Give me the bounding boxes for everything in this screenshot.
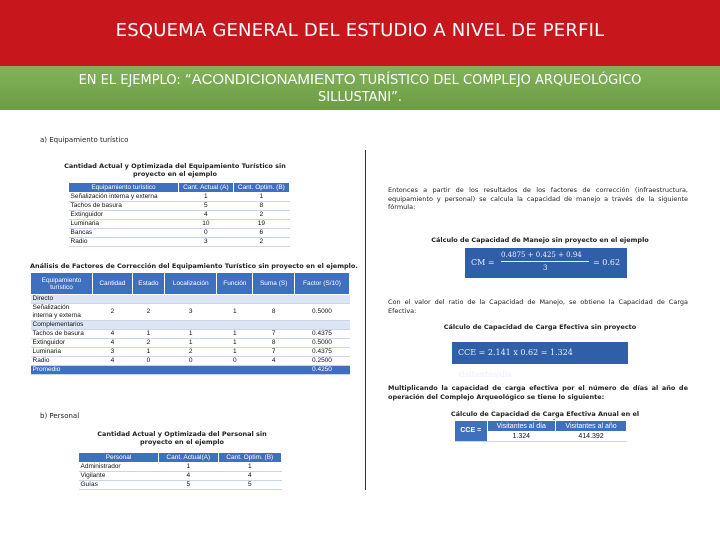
table-cell: 0.5000 <box>294 339 349 348</box>
table-row <box>69 229 290 238</box>
column-header: Suma (S) <box>253 273 295 295</box>
formula-result: = 0.62 <box>593 258 621 267</box>
footer-value: 0.4250 <box>294 366 349 375</box>
annual-capacity-table <box>455 420 627 442</box>
formula2-caption: Cálculo de Capacidad de Carga Efectiva sin proyecto <box>443 323 637 331</box>
table-cell: 3 <box>179 238 234 247</box>
paragraph-2: Con el valor del ratio de la Capacidad de Manejo, se obtiene la Capacidad de Carga Efectiva: <box>388 298 688 315</box>
subtitle-emphasis: ACONDICIONAMIENTO <box>191 71 356 88</box>
table-footer-row <box>31 366 350 375</box>
table-cell: 2 <box>233 211 289 220</box>
formula-denominator: 3 <box>543 264 548 272</box>
personnel-table <box>78 452 282 490</box>
column-header: Personal <box>79 453 159 463</box>
subtitle-bar <box>0 66 720 110</box>
table-row <box>31 304 350 321</box>
table-cell: 2 <box>93 304 133 321</box>
table-header-row <box>79 453 282 463</box>
effective-capacity-formula-box: CCE = 2.141 x 0.62 = 1.324 visitantes/día <box>452 342 628 364</box>
table-cell: 0 <box>165 357 217 366</box>
table-cell: 4 <box>93 339 133 348</box>
table-header-row <box>69 183 290 193</box>
table-cell: 2 <box>132 339 164 348</box>
column-header: Localización <box>165 273 217 295</box>
cce-label: CCE = <box>455 421 487 442</box>
formula-numerator: 0.4875 + 0.425 + 0.94 <box>501 251 582 259</box>
table2-caption: Análisis de Factores de Corrección del Equipamiento Turístico sin proyecto en el ejemplo. <box>30 262 358 270</box>
formula-lhs: CM = <box>471 258 495 267</box>
column-header: Equipamiento turístico <box>69 183 179 193</box>
table-row <box>69 193 290 202</box>
table-row <box>79 481 282 490</box>
table-cell: 4 <box>253 357 295 366</box>
table-row <box>69 202 290 211</box>
cce-table-caption: Cálculo de Capacidad de Carga Efectiva Anual en el <box>450 410 640 418</box>
visitors-per-year: 414.392 <box>556 432 627 442</box>
column-header: Equipamiento turístico <box>31 273 93 295</box>
table-header-row <box>31 273 350 295</box>
table-cell: 1 <box>217 339 253 348</box>
table-cell: 4 <box>93 357 133 366</box>
table-cell: 8 <box>253 304 295 321</box>
table-cell: 5 <box>179 202 234 211</box>
subtitle-pre: EN EL EJEMPLO: “ <box>78 73 192 88</box>
section-a-heading: a) Equipamiento turístico <box>40 136 129 144</box>
table-row <box>69 238 290 247</box>
table-cell: Señalización interna y externa <box>31 304 93 321</box>
table-cell: Radio <box>69 238 179 247</box>
table-cell: Administrador <box>79 463 159 472</box>
table-cell: 0.4375 <box>294 330 349 339</box>
column-header: Cant. Optim. (B) <box>218 453 282 463</box>
table-cell: 8 <box>233 202 289 211</box>
capacity-formula-box <box>465 248 627 278</box>
table-cell: 5 <box>218 481 282 490</box>
table-row <box>79 463 282 472</box>
table-cell: 0.5000 <box>294 304 349 321</box>
table-cell: Extinguidor <box>31 339 93 348</box>
table-cell: Tachos de basura <box>69 202 179 211</box>
table-row <box>31 357 350 366</box>
paragraph-3: Multiplicando la capacidad de carga efectiva por el número de días al año de operación del Complejo Arqueológico se tiene lo siguiente: <box>388 384 688 401</box>
table-cell: 1 <box>218 463 282 472</box>
table-cell: Vigilante <box>79 472 159 481</box>
table-cell: Luminaria <box>31 348 93 357</box>
equipment-table <box>68 182 290 247</box>
table-cell: Guías <box>79 481 159 490</box>
table-cell: Luminaria <box>69 220 179 229</box>
subtitle-line-2: SILLUSTANI”. <box>318 90 402 105</box>
table-cell: 6 <box>233 229 289 238</box>
table-row <box>31 339 350 348</box>
page-title: ESQUEMA GENERAL DEL ESTUDIO A NIVEL DE PERFIL <box>115 20 605 41</box>
table-cell: 3 <box>93 348 133 357</box>
subtitle-post: TURÍSTICO DEL COMPLEJO ARQUEOLÓGICO <box>355 73 642 88</box>
fraction-bar <box>501 261 589 262</box>
table1-caption: Cantidad Actual y Optimizada del Equipamiento Turístico sin proyecto en el ejemplo <box>64 162 286 178</box>
group-label: Complementarios <box>31 321 350 330</box>
table-cell: 10 <box>179 220 234 229</box>
table-cell: 2 <box>233 238 289 247</box>
column-header: Factor (S/10) <box>294 273 349 295</box>
footer-label: Promedio <box>31 366 295 375</box>
column-header: Cant. Optim. (B) <box>233 183 289 193</box>
table-row <box>69 220 290 229</box>
table-row <box>31 295 350 304</box>
column-divider <box>365 150 366 490</box>
table-cell: 1 <box>217 304 253 321</box>
table-cell: 0.4375 <box>294 348 349 357</box>
table-row <box>69 211 290 220</box>
table-cell: 4 <box>93 330 133 339</box>
table-cell: Extinguidor <box>69 211 179 220</box>
table-cell: 1 <box>165 339 217 348</box>
visitors-per-day: 1.324 <box>487 432 556 442</box>
column-header: Cant. Actual (A) <box>179 183 234 193</box>
table3-caption: Cantidad Actual y Optimizada del Personal sin proyecto en el ejemplo <box>97 430 267 446</box>
column-header: Visitantes al día <box>487 421 556 432</box>
table-cell: 0 <box>179 229 234 238</box>
column-header: Visitantes al año <box>556 421 627 432</box>
column-header: Estado <box>132 273 164 295</box>
table-cell: 0 <box>217 357 253 366</box>
subtitle-line-1 <box>0 71 720 88</box>
table-cell: 2 <box>132 304 164 321</box>
correction-factors-table <box>30 272 350 375</box>
table-cell: 4 <box>179 211 234 220</box>
table-cell: 8 <box>253 339 295 348</box>
table-cell: 7 <box>253 348 295 357</box>
table-row <box>31 321 350 330</box>
table-cell: Radio <box>31 357 93 366</box>
table-cell: 2 <box>165 348 217 357</box>
table-header-row <box>455 421 627 432</box>
table-cell: 1 <box>165 330 217 339</box>
table-row <box>31 348 350 357</box>
paragraph-1: Entonces a partir de los resultados de los factores de corrección (infraestructura, equipamiento y personal) se calcula la capacidad de manejo a través de la siguiente fórmula: <box>388 186 688 211</box>
table-cell: 4 <box>218 472 282 481</box>
table-cell: Bancas <box>69 229 179 238</box>
table-cell: 0.2500 <box>294 357 349 366</box>
table-row <box>31 330 350 339</box>
table-cell: 3 <box>165 304 217 321</box>
table-cell: 1 <box>217 348 253 357</box>
column-header: Cantidad <box>93 273 133 295</box>
group-label: Directo <box>31 295 350 304</box>
table-cell: 0 <box>132 357 164 366</box>
table-cell: 1 <box>132 330 164 339</box>
column-header: Función <box>217 273 253 295</box>
formula1-caption: Cálculo de Capacidad de Manejo sin proyecto en el ejemplo <box>431 236 649 244</box>
title-bar <box>0 0 720 66</box>
table-cell: Señalización interna y externa <box>69 193 179 202</box>
table-row <box>79 472 282 481</box>
table-cell: 5 <box>159 481 219 490</box>
table-cell: 7 <box>253 330 295 339</box>
table-cell: 1 <box>217 330 253 339</box>
table-cell: 1 <box>233 193 289 202</box>
table-cell: 1 <box>179 193 234 202</box>
table-cell: 1 <box>132 348 164 357</box>
table-cell: 1 <box>159 463 219 472</box>
table-cell: 19 <box>233 220 289 229</box>
column-header: Cant. Actual(A) <box>159 453 219 463</box>
section-b-heading: b) Personal <box>40 412 80 420</box>
table-cell: 4 <box>159 472 219 481</box>
table-cell: Tachos de basura <box>31 330 93 339</box>
